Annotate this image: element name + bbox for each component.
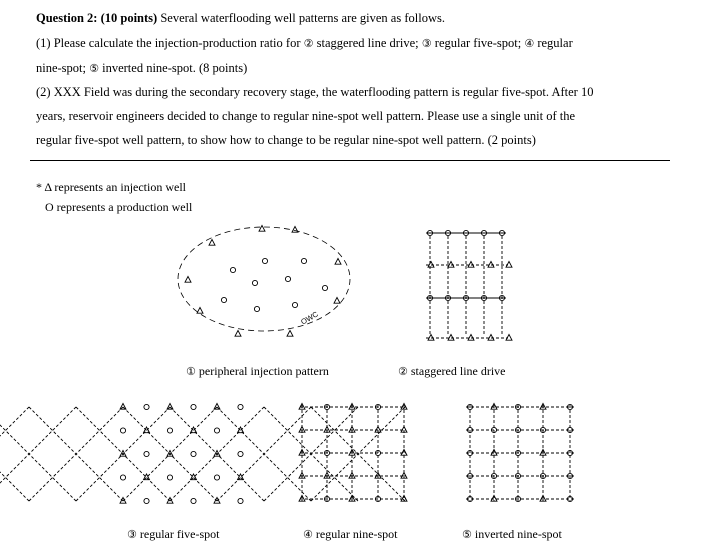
diagonal-line bbox=[0, 407, 76, 501]
injection-well bbox=[468, 262, 474, 268]
injection-well bbox=[197, 308, 203, 314]
production-well bbox=[167, 428, 172, 433]
circled-number-3: ③ bbox=[421, 37, 432, 50]
production-well bbox=[322, 285, 327, 290]
caption-five-spot bbox=[127, 527, 220, 542]
caption-number: ③ bbox=[127, 528, 137, 541]
caption-number: ⑤ bbox=[462, 528, 472, 541]
production-well bbox=[214, 428, 219, 433]
injection-well bbox=[238, 427, 244, 433]
injection-well bbox=[214, 404, 220, 410]
oil-water-contact-boundary bbox=[178, 227, 350, 331]
regular-five-spot-diagram bbox=[0, 404, 405, 504]
question-intro: Several waterflooding well patterns are given as follows. bbox=[157, 11, 445, 25]
caption-number: ① bbox=[186, 365, 196, 378]
injection-well bbox=[506, 262, 512, 268]
production-well bbox=[254, 306, 259, 311]
injection-well bbox=[292, 227, 298, 233]
production-well bbox=[120, 475, 125, 480]
caption-staggered bbox=[398, 364, 506, 379]
caption-text: inverted nine-spot bbox=[471, 527, 562, 541]
production-well bbox=[292, 302, 297, 307]
injection-well bbox=[506, 335, 512, 341]
circled-number-4: ④ bbox=[524, 37, 535, 50]
staggered-line-drive-diagram bbox=[426, 230, 512, 340]
caption-text: peripheral injection pattern bbox=[195, 364, 329, 378]
circled-number-5: ⑤ bbox=[89, 62, 99, 75]
injection-well bbox=[120, 404, 126, 410]
production-well bbox=[238, 451, 243, 456]
production-well bbox=[191, 498, 196, 503]
caption-text: regular nine-spot bbox=[312, 527, 398, 541]
injection-well bbox=[488, 262, 494, 268]
caption-text: regular five-spot bbox=[136, 527, 220, 541]
injection-well bbox=[120, 498, 126, 504]
legend-injection: * Δ represents an injection well bbox=[36, 180, 187, 194]
injection-well bbox=[167, 404, 173, 410]
injection-well bbox=[259, 226, 265, 232]
injection-well bbox=[287, 331, 293, 337]
inverted-nine-spot-diagram bbox=[466, 404, 574, 502]
production-well bbox=[120, 428, 125, 433]
production-well bbox=[221, 297, 226, 302]
injection-well bbox=[468, 335, 474, 341]
production-well bbox=[262, 258, 267, 263]
production-well bbox=[238, 498, 243, 503]
part1-text-c: regular five-spot; bbox=[431, 36, 525, 50]
injection-well bbox=[488, 335, 494, 341]
production-well bbox=[191, 451, 196, 456]
diagonal-line bbox=[0, 407, 76, 501]
production-well bbox=[230, 267, 235, 272]
part1-text-a: (1) Please calculate the injection-production ratio for bbox=[36, 36, 304, 50]
injection-well bbox=[448, 262, 454, 268]
injection-well bbox=[428, 262, 434, 268]
production-well bbox=[214, 475, 219, 480]
production-well bbox=[144, 404, 149, 409]
caption-peripheral bbox=[186, 364, 329, 379]
part1-text-d: regular bbox=[534, 36, 573, 50]
caption-nine-spot bbox=[303, 527, 398, 542]
part2-line3: regular five-spot well pattern, to show how to change to be regular nine-spot well pattern. (2 points) bbox=[36, 133, 536, 147]
part1-text-b: staggered line drive; bbox=[313, 36, 422, 50]
production-well bbox=[285, 276, 290, 281]
production-well bbox=[238, 404, 243, 409]
injection-well bbox=[167, 451, 173, 457]
caption-number: ④ bbox=[303, 528, 313, 541]
injection-well bbox=[191, 427, 197, 433]
part1-text-f: inverted nine-spot. (8 points) bbox=[99, 61, 248, 75]
injection-well bbox=[214, 498, 220, 504]
injection-well bbox=[214, 451, 220, 457]
injection-well bbox=[167, 498, 173, 504]
injection-well bbox=[235, 331, 241, 337]
circled-number-2: ② bbox=[303, 37, 314, 50]
injection-well bbox=[120, 451, 126, 457]
production-well bbox=[301, 258, 306, 263]
injection-well bbox=[448, 335, 454, 341]
part1-text-e: nine-spot; bbox=[36, 61, 90, 75]
production-well bbox=[144, 451, 149, 456]
production-well bbox=[191, 404, 196, 409]
injection-well bbox=[209, 240, 215, 246]
legend-production: O represents a production well bbox=[45, 200, 193, 214]
injection-well bbox=[144, 427, 150, 433]
production-well bbox=[167, 475, 172, 480]
injection-well bbox=[428, 335, 434, 341]
caption-text: staggered line drive bbox=[407, 364, 506, 378]
peripheral-injection-diagram bbox=[178, 226, 350, 337]
caption-inverted-nine-spot bbox=[462, 527, 562, 542]
injection-well bbox=[335, 259, 341, 265]
part2-line1: (2) XXX Field was during the secondary recovery stage, the waterflooding pattern is regular five-spot. After 10 bbox=[36, 85, 594, 99]
injection-well bbox=[334, 298, 340, 304]
owc-label: OWC bbox=[299, 309, 320, 327]
production-well bbox=[252, 280, 257, 285]
injection-well bbox=[185, 277, 191, 283]
production-well bbox=[144, 498, 149, 503]
caption-number: ② bbox=[398, 365, 408, 378]
question-title: Question 2: (10 points) bbox=[36, 11, 158, 25]
part2-line2: years, reservoir engineers decided to change to regular nine-spot well pattern. Please use a single unit of the bbox=[36, 109, 576, 123]
